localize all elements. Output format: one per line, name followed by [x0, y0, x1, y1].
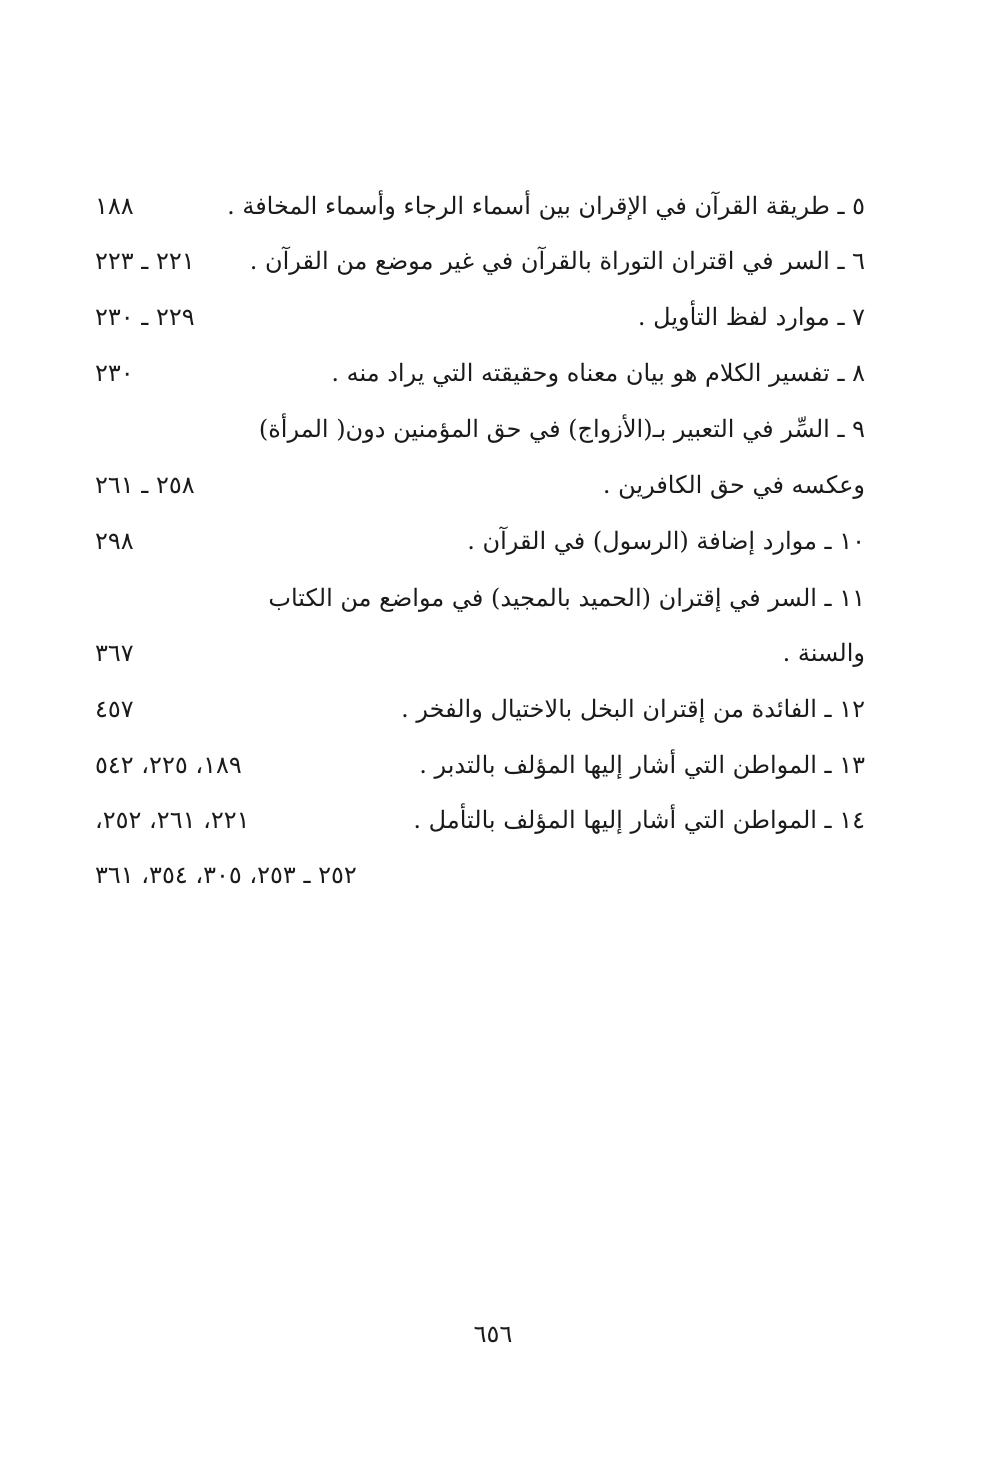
list-item: [95, 297, 865, 337]
list-item: [95, 409, 865, 449]
list-item: [95, 241, 865, 281]
entry-pages: ٢٢١، ٢٦١، ٢٥٢،: [95, 806, 250, 834]
entry-text: ١٣ ـ المواطن التي أشار إليها المؤلف بالتدبر .: [419, 751, 865, 779]
list-item: [95, 465, 865, 505]
list-item: [95, 353, 865, 393]
list-item: [95, 521, 865, 561]
list-item: [95, 633, 865, 673]
list-item: [95, 745, 865, 785]
entry-text: ٩ ـ السِّر في التعبير بـ(الأزواج) في حق المؤمنين دون( المرأة): [258, 415, 865, 443]
entry-text: ٥ ـ طريقة القرآن في الإقران بين أسماء الرجاء وأسماء المخافة .: [227, 192, 865, 220]
entry-text: ١٤ ـ المواطن التي أشار إليها المؤلف بالتأمل .: [413, 806, 865, 834]
list-item: [95, 186, 865, 226]
entry-text: ٨ ـ تفسير الكلام هو بيان معناه وحقيقته التي يراد منه .: [331, 359, 865, 387]
entry-text: ١٠ ـ موارد إضافة (الرسول) في القرآن .: [467, 527, 865, 555]
entry-pages: ٢٥٨ ـ ٢٦١: [95, 471, 195, 499]
entry-pages: ٢٥٢ ـ ٢٥٣، ٣٠٥، ٣٥٤، ٣٦١: [95, 861, 357, 889]
entry-text: والسنة .: [782, 639, 865, 667]
entry-pages: ٤٥٧: [95, 695, 134, 723]
list-item: [95, 855, 865, 895]
entry-text: ١٢ ـ الفائدة من إقتران البخل بالاختيال والفخر .: [401, 695, 865, 723]
list-item: [95, 800, 865, 840]
entry-pages: ٢٢٩ ـ ٢٣٠: [95, 303, 195, 331]
entry-pages: ٢٢١ ـ ٢٢٣: [95, 247, 195, 275]
list-item: [95, 578, 865, 618]
page-number: ٦٥٦: [473, 1320, 513, 1348]
entry-text: وعكسه في حق الكافرين .: [602, 471, 865, 499]
entry-text: ١١ ـ السر في إقتران (الحميد بالمجيد) في مواضع من الكتاب: [268, 584, 865, 612]
entry-pages: ١٨٨: [95, 192, 134, 220]
list-item: [95, 689, 865, 729]
entry-text: ٦ ـ السر في اقتران التوراة بالقرآن في غير موضع من القرآن .: [249, 247, 865, 275]
entry-pages: ٢٣٠: [95, 359, 134, 387]
entry-pages: ٢٩٨: [95, 527, 134, 555]
entry-text: ٧ ـ موارد لفظ التأويل .: [637, 303, 865, 331]
entry-pages: ١٨٩، ٢٢٥، ٥٤٢: [95, 751, 242, 779]
entry-pages: ٣٦٧: [95, 639, 134, 667]
